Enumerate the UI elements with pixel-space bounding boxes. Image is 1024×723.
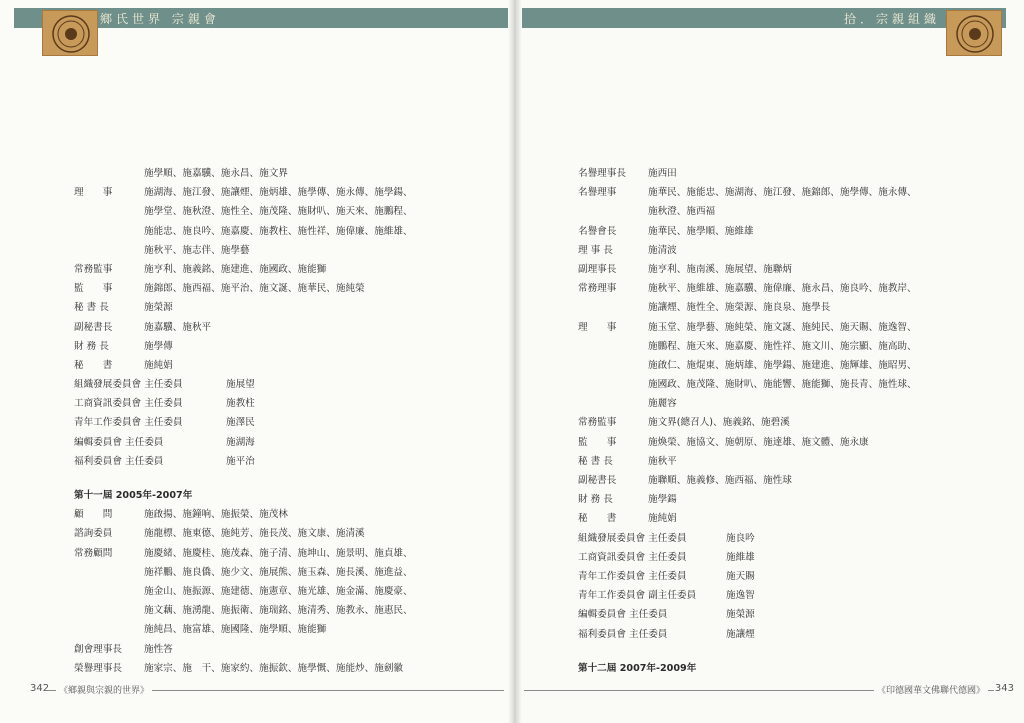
position-label: 財 務 長 xyxy=(578,494,613,506)
roster-row xyxy=(578,509,917,528)
roster-row xyxy=(74,640,413,659)
committee-label: 福利委員會 主任委員 xyxy=(74,455,164,467)
roster-row xyxy=(74,563,413,582)
position-label xyxy=(74,202,144,221)
member-names: 施麗容 xyxy=(648,398,677,410)
position-label xyxy=(74,620,144,639)
position-label: 財 務 長 xyxy=(74,340,109,352)
position-label: 名譽理事 xyxy=(578,187,617,199)
position-label: 監 事 xyxy=(578,436,617,448)
member-names: 施金山、施振源、施建德、施憲章、施光雄、施金滿、施慶豪、 xyxy=(144,585,413,597)
member-names: 施湖海、施江發、施讓煙、施炳雄、施學傳、施永傳、施學鍚、 xyxy=(144,187,413,199)
roster-row xyxy=(74,222,413,241)
committee-row xyxy=(578,586,917,605)
roster-row xyxy=(74,505,413,524)
page-number: 343 xyxy=(994,683,1014,694)
roster-row xyxy=(578,241,917,260)
committee-row xyxy=(578,605,917,624)
roster-row xyxy=(578,490,917,509)
position-label: 監 事 xyxy=(74,283,113,295)
member-names: 施純娟 xyxy=(144,359,173,371)
member-names: 施文界(總召人)、施義銘、施碧溪 xyxy=(648,417,790,429)
position-label: 常務監事 xyxy=(74,263,113,275)
position-label: 常務顧問 xyxy=(74,547,113,559)
member-names: 施學傳 xyxy=(144,340,173,352)
position-label: 副理事長 xyxy=(578,263,617,275)
term-heading: 第十二屆 2007年-2009年 xyxy=(578,662,697,674)
member-names: 施榮源 xyxy=(144,302,173,314)
roster-row xyxy=(74,202,413,221)
member-names: 施煥榮、施協文、施朝原、施達雄、施文體、施永康 xyxy=(648,436,869,448)
position-label xyxy=(74,222,144,241)
member-names: 施亨利、施南溪、施展望、施聯炳 xyxy=(648,263,792,275)
committee-chair: 施逸智 xyxy=(726,590,755,602)
committee-chair: 施教柱 xyxy=(226,398,255,410)
roster-row xyxy=(74,601,413,620)
roster-row xyxy=(74,318,413,337)
header-title: 拾．宗親組織 xyxy=(843,12,940,26)
position-label: 理 事 長 xyxy=(578,244,613,256)
committee-row xyxy=(578,529,917,548)
book-gutter xyxy=(508,0,522,723)
roster-row xyxy=(578,222,917,241)
position-label: 榮譽理事長 xyxy=(74,662,122,674)
footer-title: 《印德國華文佛聯代德國》 xyxy=(874,683,988,696)
position-label: 常務監事 xyxy=(578,417,617,429)
position-label: 秘 書 xyxy=(74,359,113,371)
member-names: 施玉堂、施學藝、施純榮、施文誕、施純民、施天賜、施逸智、 xyxy=(648,321,917,333)
member-names: 施慶緒、施慶桂、施茂森、施子清、施坤山、施景明、施貞雄、 xyxy=(144,547,413,559)
member-names: 施華民、施學順、施維雄 xyxy=(648,225,754,237)
position-label xyxy=(578,394,648,413)
committee-chair: 施展望 xyxy=(226,379,255,391)
position-label xyxy=(74,601,144,620)
position-label: 秘 書 長 xyxy=(74,302,109,314)
committee-row xyxy=(74,375,413,394)
position-label xyxy=(578,375,648,394)
page-number: 342 xyxy=(30,683,50,694)
left-content xyxy=(74,164,413,678)
member-names: 施能忠、施良吟、施嘉慶、施教柱、施性祥、施偉廉、施維雄、 xyxy=(144,225,413,237)
position-label xyxy=(578,337,648,356)
member-names: 施龍標、施東德、施純芳、施長茂、施文康、施清溪 xyxy=(144,528,365,540)
roster-row xyxy=(578,356,917,375)
committee-label: 青年工作委員會 副主任委員 xyxy=(578,590,697,602)
member-names: 施西田 xyxy=(648,168,677,179)
member-names: 施啟揚、施鐘响、施振榮、施茂林 xyxy=(144,509,288,521)
roster-row xyxy=(578,375,917,394)
member-names: 施鵬程、施天來、施嘉慶、施性祥、施文川、施宗顯、施高助、 xyxy=(648,340,917,352)
emblem-icon xyxy=(42,10,98,56)
roster-row xyxy=(578,452,917,471)
roster-row xyxy=(578,433,917,452)
member-names: 施純昌、施富雄、施國隆、施學順、施能獅 xyxy=(144,624,327,636)
member-names: 施錦郎、施西福、施平治、施文誕、施華民、施純榮 xyxy=(144,283,365,295)
emblem-icon xyxy=(946,10,1002,56)
position-label: 常務理事 xyxy=(578,283,617,295)
committee-chair: 施榮源 xyxy=(726,609,755,621)
position-label: 名譽會長 xyxy=(578,225,617,237)
member-names: 施華民、施能忠、施湖海、施江發、施錦郎、施學傳、施永傳、 xyxy=(648,187,917,199)
committee-label: 組織發展委員會 主任委員 xyxy=(578,532,687,544)
roster-row xyxy=(74,544,413,563)
committee-row xyxy=(578,548,917,567)
member-names: 施祥鵬、施良僑、施少文、施展熊、施玉森、施長溪、施進益、 xyxy=(144,566,413,578)
committee-label: 編輯委員會 主任委員 xyxy=(74,436,164,448)
committee-chair: 施澤民 xyxy=(226,417,255,429)
roster-row xyxy=(74,260,413,279)
member-names: 施學鍚 xyxy=(648,494,677,506)
member-names: 施文藕、施湧龍、施振衛、施瑞銘、施清秀、施教永、施惠民、 xyxy=(144,605,413,617)
roster-row xyxy=(74,620,413,639)
member-names: 施性答 xyxy=(144,643,173,655)
committee-label: 組織發展委員會 主任委員 xyxy=(74,379,183,391)
roster-row xyxy=(578,471,917,490)
committee-chair: 施天賜 xyxy=(726,570,755,582)
position-label: 秘 書 xyxy=(578,513,617,525)
committee-row xyxy=(578,625,917,644)
committee-row xyxy=(74,413,413,432)
roster-row xyxy=(74,337,413,356)
member-names: 施亨利、施義銘、施建進、施國政、施能獅 xyxy=(144,263,327,275)
roster-row xyxy=(74,164,413,183)
committee-row xyxy=(578,567,917,586)
term-heading: 第十一屆 2005年-2007年 xyxy=(74,490,193,501)
roster-row xyxy=(578,183,917,202)
roster-row xyxy=(578,394,917,413)
member-names: 施嘉驥、施秋平 xyxy=(144,321,212,333)
roster-row xyxy=(74,183,413,202)
member-names: 施秋澄、施西福 xyxy=(648,206,716,218)
committee-label: 福利委員會 主任委員 xyxy=(578,628,668,640)
committee-label: 工商資訊委員會 主任委員 xyxy=(578,551,687,563)
position-label xyxy=(578,356,648,375)
roster-row xyxy=(578,318,917,337)
committee-chair: 施湖海 xyxy=(226,436,255,448)
header-title: 鄉氏世界 宗親會 xyxy=(100,12,220,26)
committee-chair: 施良吟 xyxy=(726,532,755,544)
roster-row xyxy=(74,241,413,260)
member-names: 施啟仁、施焜東、施炳雄、施學鍚、施建進、施輝雄、施昭男、 xyxy=(648,359,917,371)
committee-row xyxy=(74,452,413,471)
member-names: 施純娟 xyxy=(648,513,677,525)
roster-row xyxy=(578,413,917,432)
member-names: 施讓煙、施性全、施榮源、施良泉、施學長 xyxy=(648,302,831,314)
member-names: 施秋平、施志伴、施學藝 xyxy=(144,244,250,256)
position-label xyxy=(74,563,144,582)
roster-row xyxy=(74,582,413,601)
position-label: 秘 書 長 xyxy=(578,455,613,467)
committee-chair: 施維雄 xyxy=(726,551,755,563)
committee-chair: 施平治 xyxy=(226,455,255,467)
member-names: 施學堂、施秋澄、施性全、施茂隆、施財叭、施天來、施鵬程、 xyxy=(144,206,413,218)
member-names: 施秋平 xyxy=(648,455,677,467)
committee-row xyxy=(74,394,413,413)
position-label: 創會理事長 xyxy=(74,643,122,655)
position-label: 副秘書長 xyxy=(578,475,617,486)
committee-chair: 施讓煙 xyxy=(726,628,755,640)
position-label: 名譽理事長 xyxy=(578,168,626,179)
member-names: 施清波 xyxy=(648,244,677,256)
committee-label: 青年工作委員會 主任委員 xyxy=(578,570,687,582)
footer-title: 《鄉親與宗親的世界》 xyxy=(56,683,152,696)
position-label xyxy=(578,298,648,317)
position-label xyxy=(578,202,648,221)
member-names: 施家宗、施 干、施家約、施振欽、施學慨、施能炒、施劍徽 xyxy=(144,662,404,674)
position-label: 副秘書長 xyxy=(74,321,113,333)
position-label: 理 事 xyxy=(578,321,617,333)
roster-row xyxy=(578,202,917,221)
position-label xyxy=(74,164,144,183)
roster-row xyxy=(578,279,917,298)
roster-row xyxy=(74,659,413,678)
committee-row xyxy=(74,433,413,452)
position-label xyxy=(74,241,144,260)
committee-label: 青年工作委員會 主任委員 xyxy=(74,417,183,429)
member-names: 施學順、施嘉驥、施永昌、施文界 xyxy=(144,168,288,179)
roster-row xyxy=(74,356,413,375)
roster-row xyxy=(578,337,917,356)
right-page xyxy=(514,0,1024,723)
position-label: 顧 問 xyxy=(74,509,113,521)
position-label xyxy=(74,582,144,601)
member-names: 施聯順、施義修、施西福、施性球 xyxy=(648,475,792,486)
member-names: 施國政、施茂隆、施財叭、施能響、施能獅、施長青、施性球、 xyxy=(648,379,917,391)
roster-row xyxy=(578,164,917,183)
roster-row xyxy=(74,298,413,317)
position-label: 理 事 xyxy=(74,187,113,199)
roster-row xyxy=(578,298,917,317)
roster-row xyxy=(74,524,413,543)
committee-label: 工商資訊委員會 主任委員 xyxy=(74,398,183,410)
position-label: 諮詢委員 xyxy=(74,528,113,540)
right-content xyxy=(578,164,917,678)
roster-row xyxy=(578,260,917,279)
committee-label: 編輯委員會 主任委員 xyxy=(578,609,668,621)
roster-row xyxy=(74,279,413,298)
member-names: 施秋平、施維雄、施嘉驥、施偉廉、施永昌、施良吟、施教岸、 xyxy=(648,283,917,295)
